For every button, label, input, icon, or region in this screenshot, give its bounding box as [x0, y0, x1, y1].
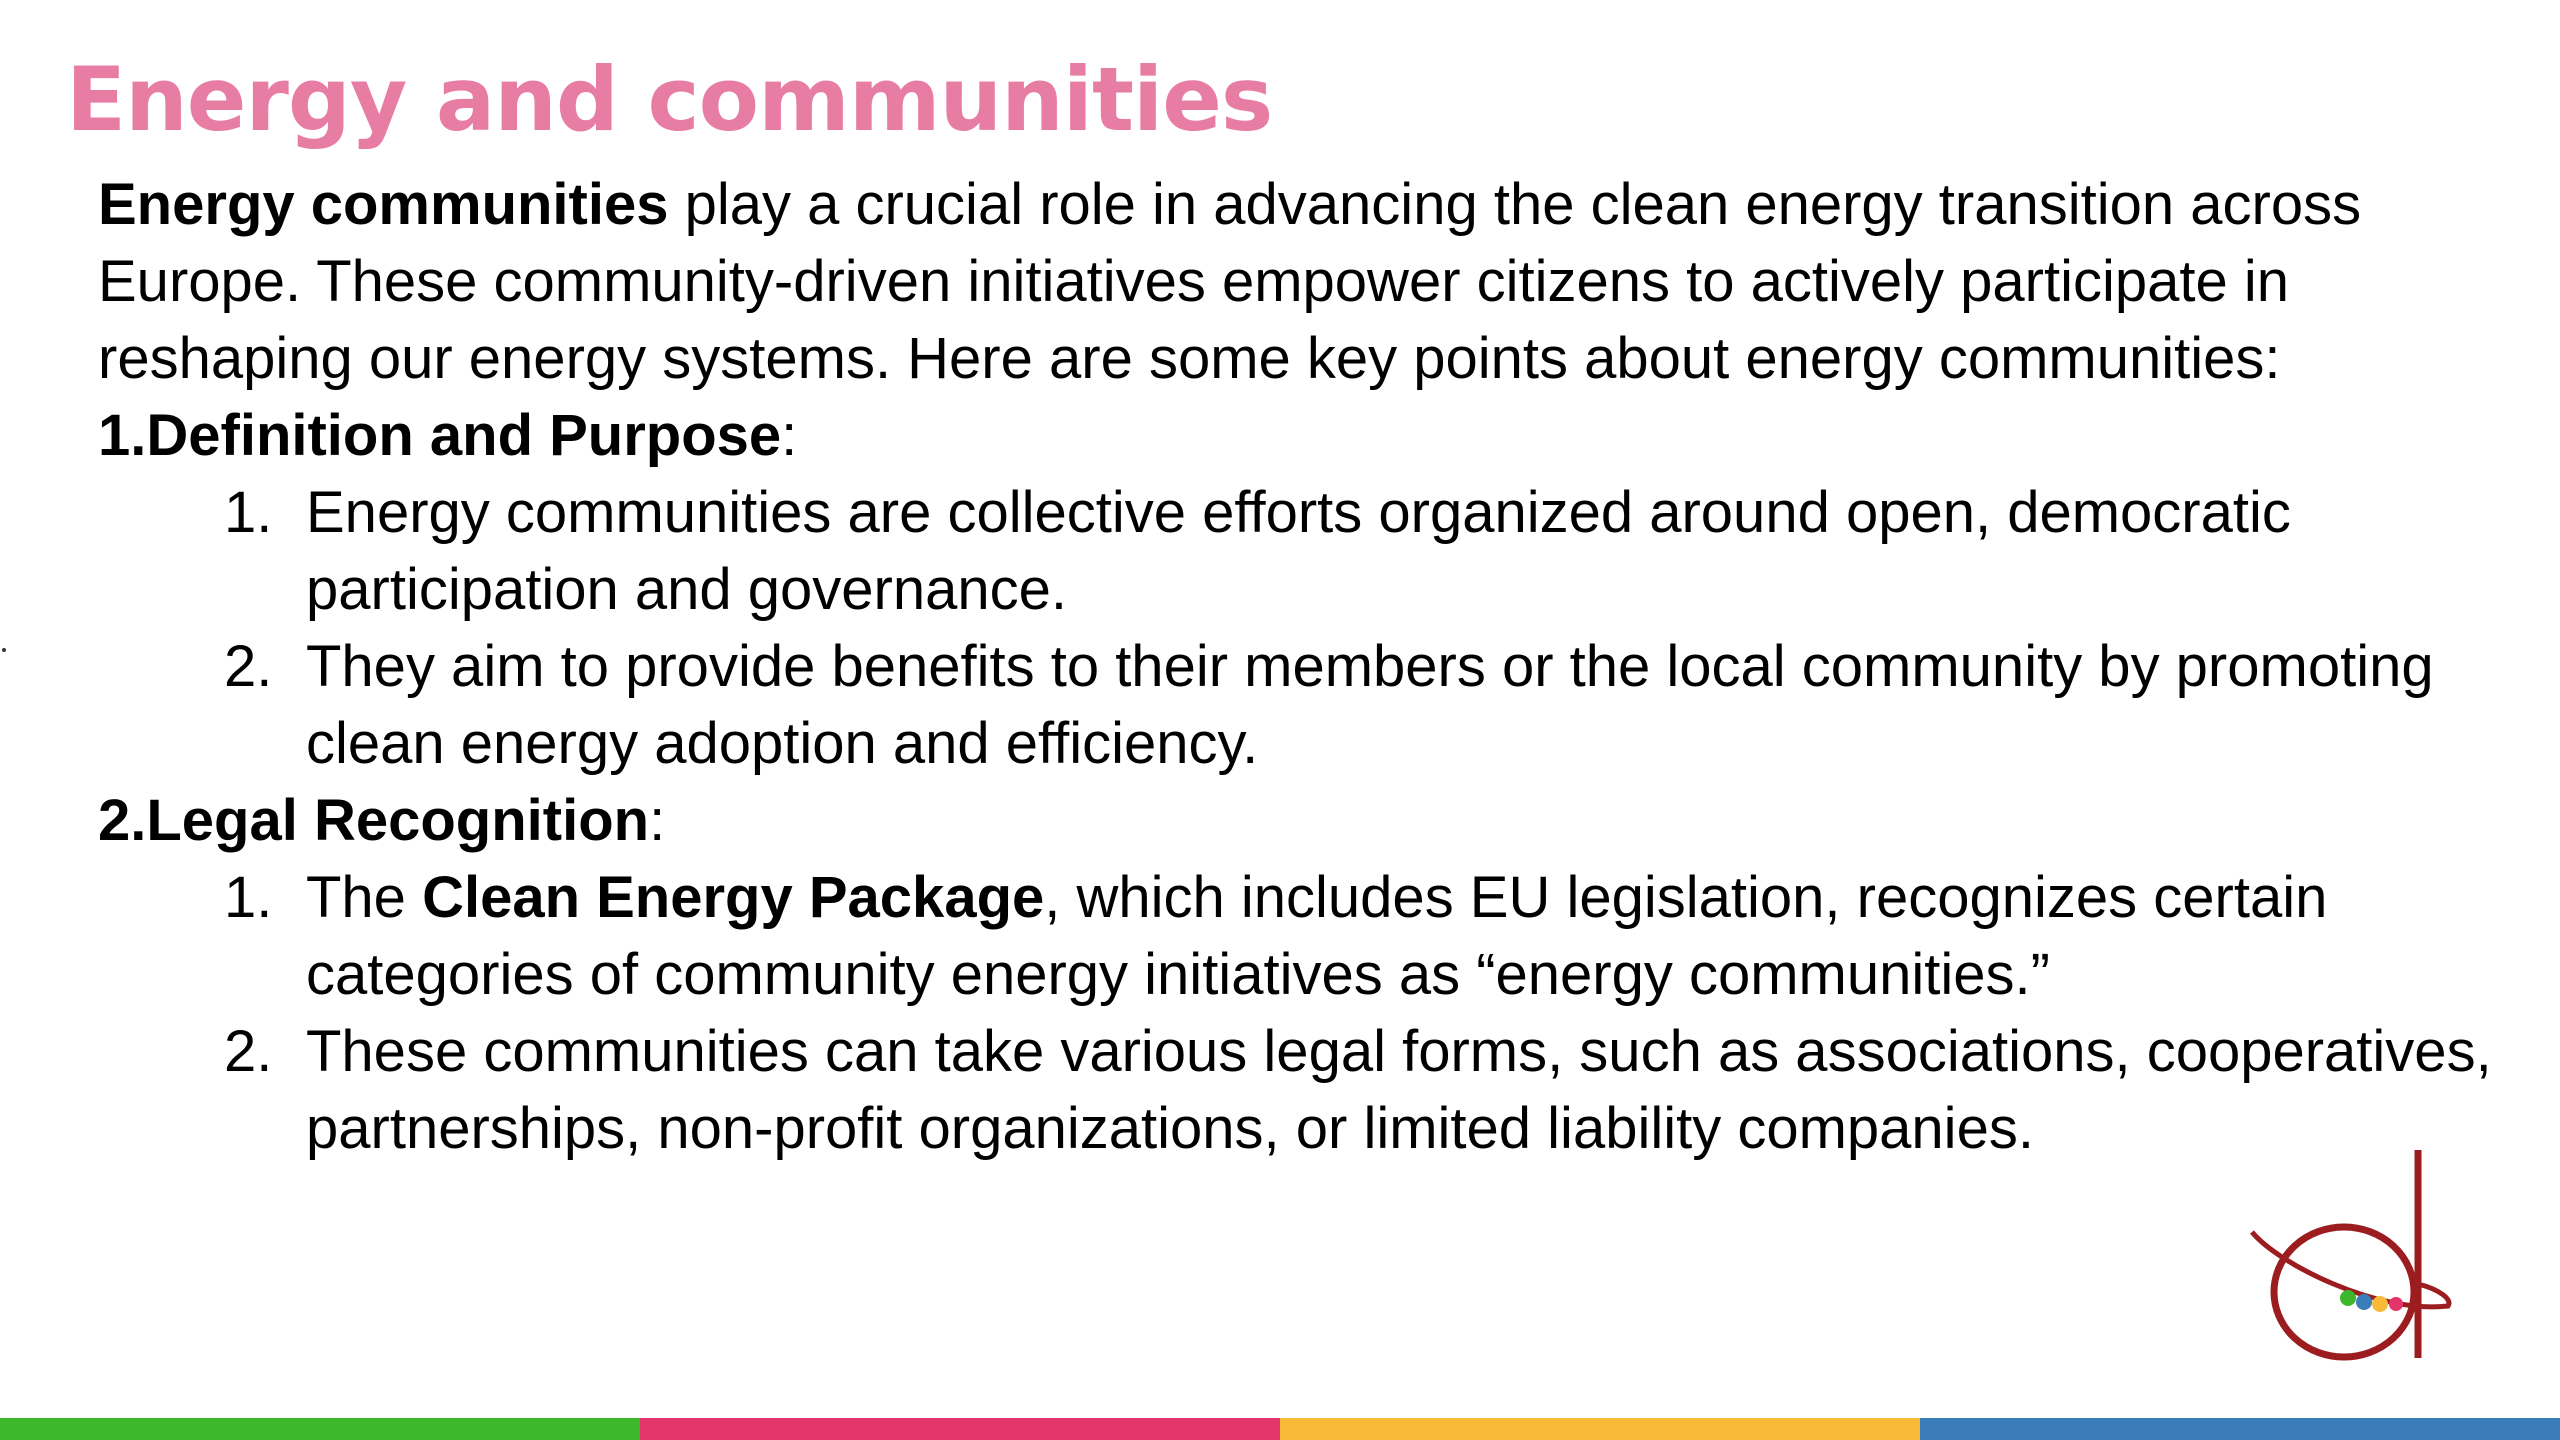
- section-heading-suffix: :: [781, 403, 798, 468]
- list-item-number: 2.: [224, 634, 273, 699]
- logo-dot: [2340, 1290, 2356, 1306]
- list-item: [98, 474, 2518, 628]
- list-item-text: They aim to provide benefits to their members or the local community by promoting clean energy adoption and efficiency.: [306, 634, 2434, 776]
- intro-paragraph: [98, 166, 2518, 397]
- sub-list: [98, 474, 2518, 782]
- intro-bold-term: Energy communities: [98, 172, 669, 237]
- footer-bar-segment: [1280, 1418, 1920, 1440]
- list-item-number: 1.: [224, 480, 273, 545]
- list-item: [98, 1013, 2518, 1167]
- section-legal-recognition: [98, 782, 2518, 1167]
- section-heading-suffix: :: [649, 788, 666, 853]
- section-heading-label: 2.Legal Recognition: [98, 788, 650, 853]
- footer-color-bar: [0, 1418, 2560, 1440]
- list-item-pre: The: [306, 865, 423, 930]
- intro-text: play a crucial role in advancing the clean energy transition across Europe. These community-driven initiatives empower citizens to actively participate in reshaping our energy systems. Here are some key points about energy communities:: [98, 172, 2362, 391]
- section-definition: [98, 397, 2518, 782]
- list-item: [98, 628, 2518, 782]
- footer-bar-segment: [640, 1418, 1280, 1440]
- section-heading: [98, 782, 2518, 859]
- logo-dot: [2356, 1294, 2372, 1310]
- list-item-text: These communities can take various legal forms, such as associations, cooperatives, partnerships, non-profit organizations, or limited liability companies.: [306, 1019, 2492, 1161]
- list-item-bold-term: Clean Energy Package: [422, 865, 1045, 930]
- footer-bar-segment: [1920, 1418, 2560, 1440]
- list-item-number: 2.: [224, 1019, 273, 1084]
- page-title: Energy and communities: [66, 48, 1273, 151]
- organization-logo-icon: [2248, 1144, 2458, 1366]
- list-item: [98, 859, 2518, 1013]
- list-item-number: 1.: [224, 865, 273, 930]
- slide-body: [98, 166, 2518, 1167]
- section-heading: [98, 397, 2518, 474]
- stray-dot: [2, 648, 6, 652]
- list-item-text: , which includes EU legislation, recognizes certain categories of community energy initiatives as “energy communities.”: [306, 865, 2328, 1007]
- logo-dot: [2372, 1296, 2388, 1312]
- logo-dot: [2389, 1297, 2403, 1311]
- footer-bar-segment: [0, 1418, 640, 1440]
- section-heading-label: 1.Definition and Purpose: [98, 403, 782, 468]
- list-item-text: Energy communities are collective efforts organized around open, democratic participation and governance.: [306, 480, 2291, 622]
- sub-list: [98, 859, 2518, 1167]
